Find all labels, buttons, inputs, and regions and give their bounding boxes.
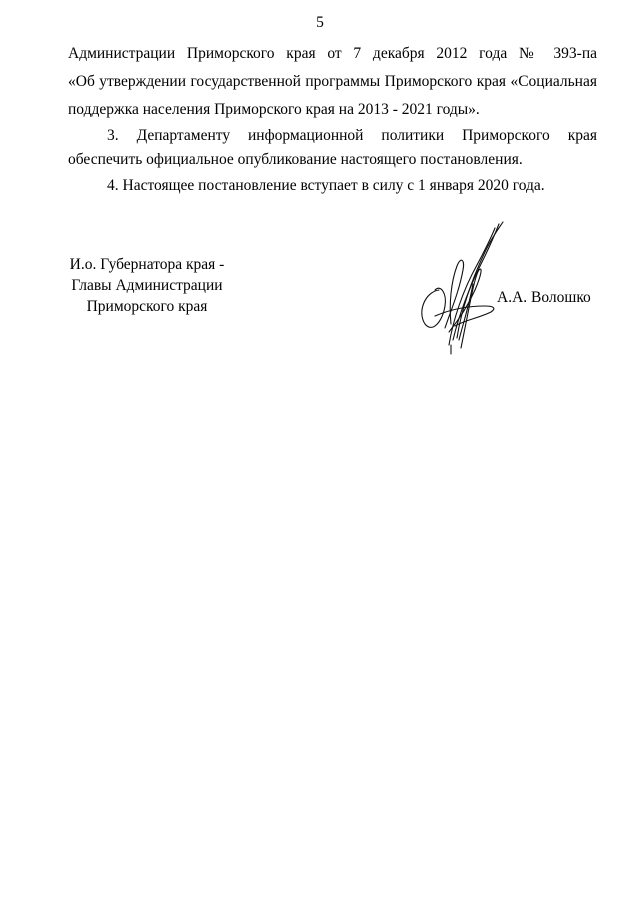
- body-line-3: поддержка населения Приморского края на 2013 - 2021 годы».: [68, 101, 480, 118]
- body-line-1: Администрации Приморского края от 7 декабря 2012 года № 393-па: [68, 45, 597, 62]
- body-line-5: обеспечить официальное опубликование настоящего постановления.: [68, 151, 523, 168]
- body-line-6: 4. Настоящее постановление вступает в силу с 1 января 2020 года.: [107, 177, 545, 194]
- signatory-position-line-3: Приморского края: [86, 298, 208, 315]
- signatory-name: А.А. Волошко: [497, 289, 591, 306]
- page-number: 5: [316, 14, 324, 31]
- body-line-4: 3. Департаменту информационной политики Приморского края: [107, 127, 597, 144]
- body-line-2: «Об утверждении государственной программы Приморского края «Социальная: [68, 73, 597, 90]
- signatory-position: [52, 254, 242, 317]
- signatory-position-line-2: Главы Администрации: [71, 277, 223, 294]
- signatory-position-line-1: И.о. Губернатора края -: [69, 256, 225, 273]
